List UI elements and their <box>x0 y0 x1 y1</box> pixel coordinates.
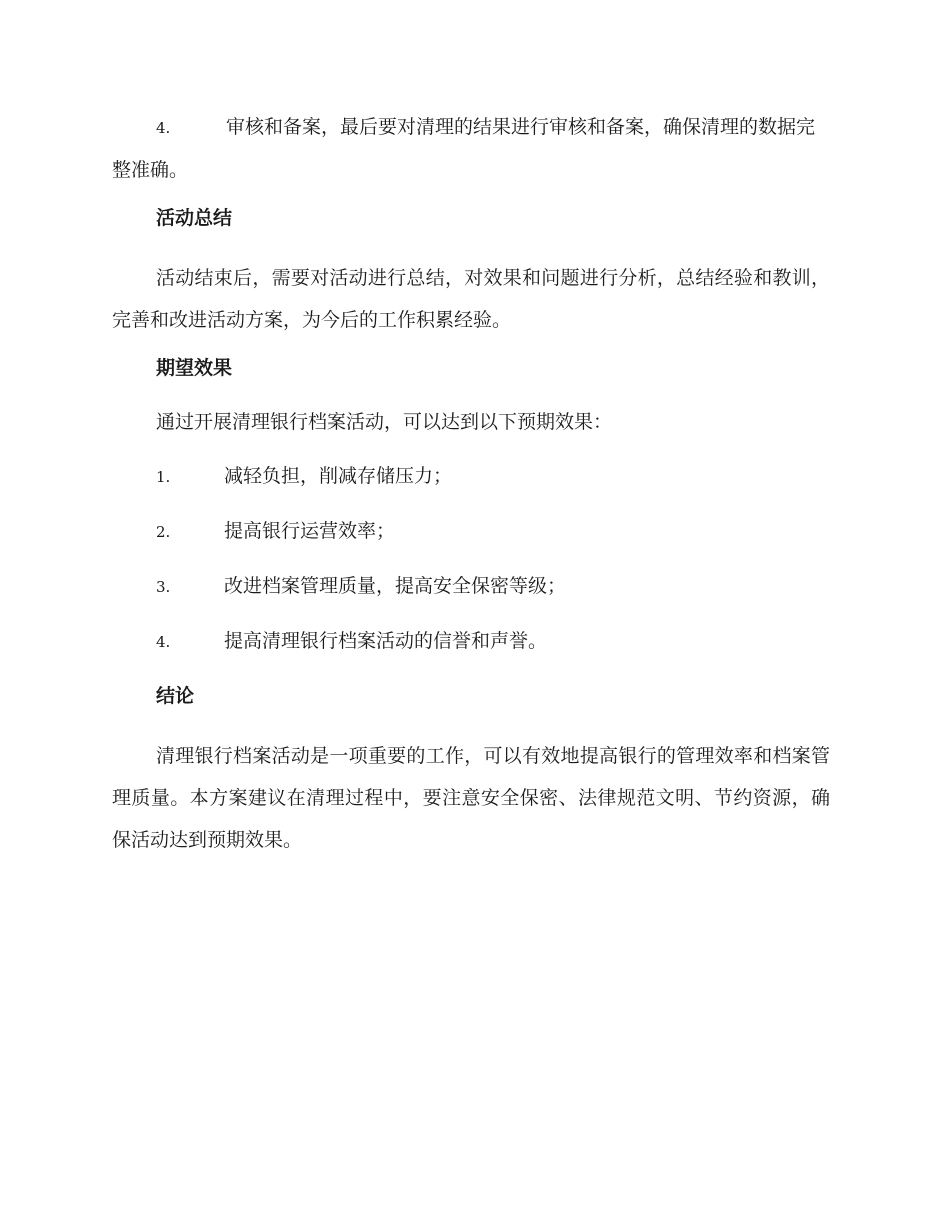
expected-heading: 期望效果 <box>156 357 233 379</box>
list-item <box>112 461 830 492</box>
list-item-number: 2. <box>156 523 171 541</box>
document-body <box>112 106 830 873</box>
list-item-text: 减轻负担，削减存储压力； <box>224 465 453 487</box>
list-item-text: 提高清理银行档案活动的信誉和声誉。 <box>224 630 548 652</box>
conclusion-paragraph: 清理银行档案活动是一项重要的工作，可以有效地提高银行的管理效率和档案管理质量。本方案建议在清理过程中，要注意安全保密、法律规范文明、节约资源，确保活动达到预期效果。 <box>112 745 830 851</box>
summary-paragraph: 活动结束后，需要对活动进行总结，对效果和问题进行分析，总结经验和教训，完善和改进活动方案，为今后的工作积累经验。 <box>112 267 830 331</box>
list-item-text: 提高银行运营效率； <box>224 520 396 542</box>
list-item <box>112 626 830 657</box>
expected-intro: 通过开展清理银行档案活动，可以达到以下预期效果： <box>156 411 613 433</box>
list-item-number: 1. <box>156 468 171 486</box>
list-item <box>112 516 830 547</box>
step-4-paragraph <box>112 106 830 191</box>
step-4-number: 4. <box>156 119 171 137</box>
list-item <box>112 571 830 602</box>
conclusion-heading: 结论 <box>156 685 195 707</box>
list-item-text: 改进档案管理质量，提高安全保密等级； <box>224 575 567 597</box>
summary-heading: 活动总结 <box>156 207 233 229</box>
list-item-number: 3. <box>156 578 171 596</box>
list-item-number: 4. <box>156 633 171 651</box>
step-4-text: 审核和备案，最后要对清理的结果进行审核和备案，确保清理的数据完整准确。 <box>112 116 816 181</box>
